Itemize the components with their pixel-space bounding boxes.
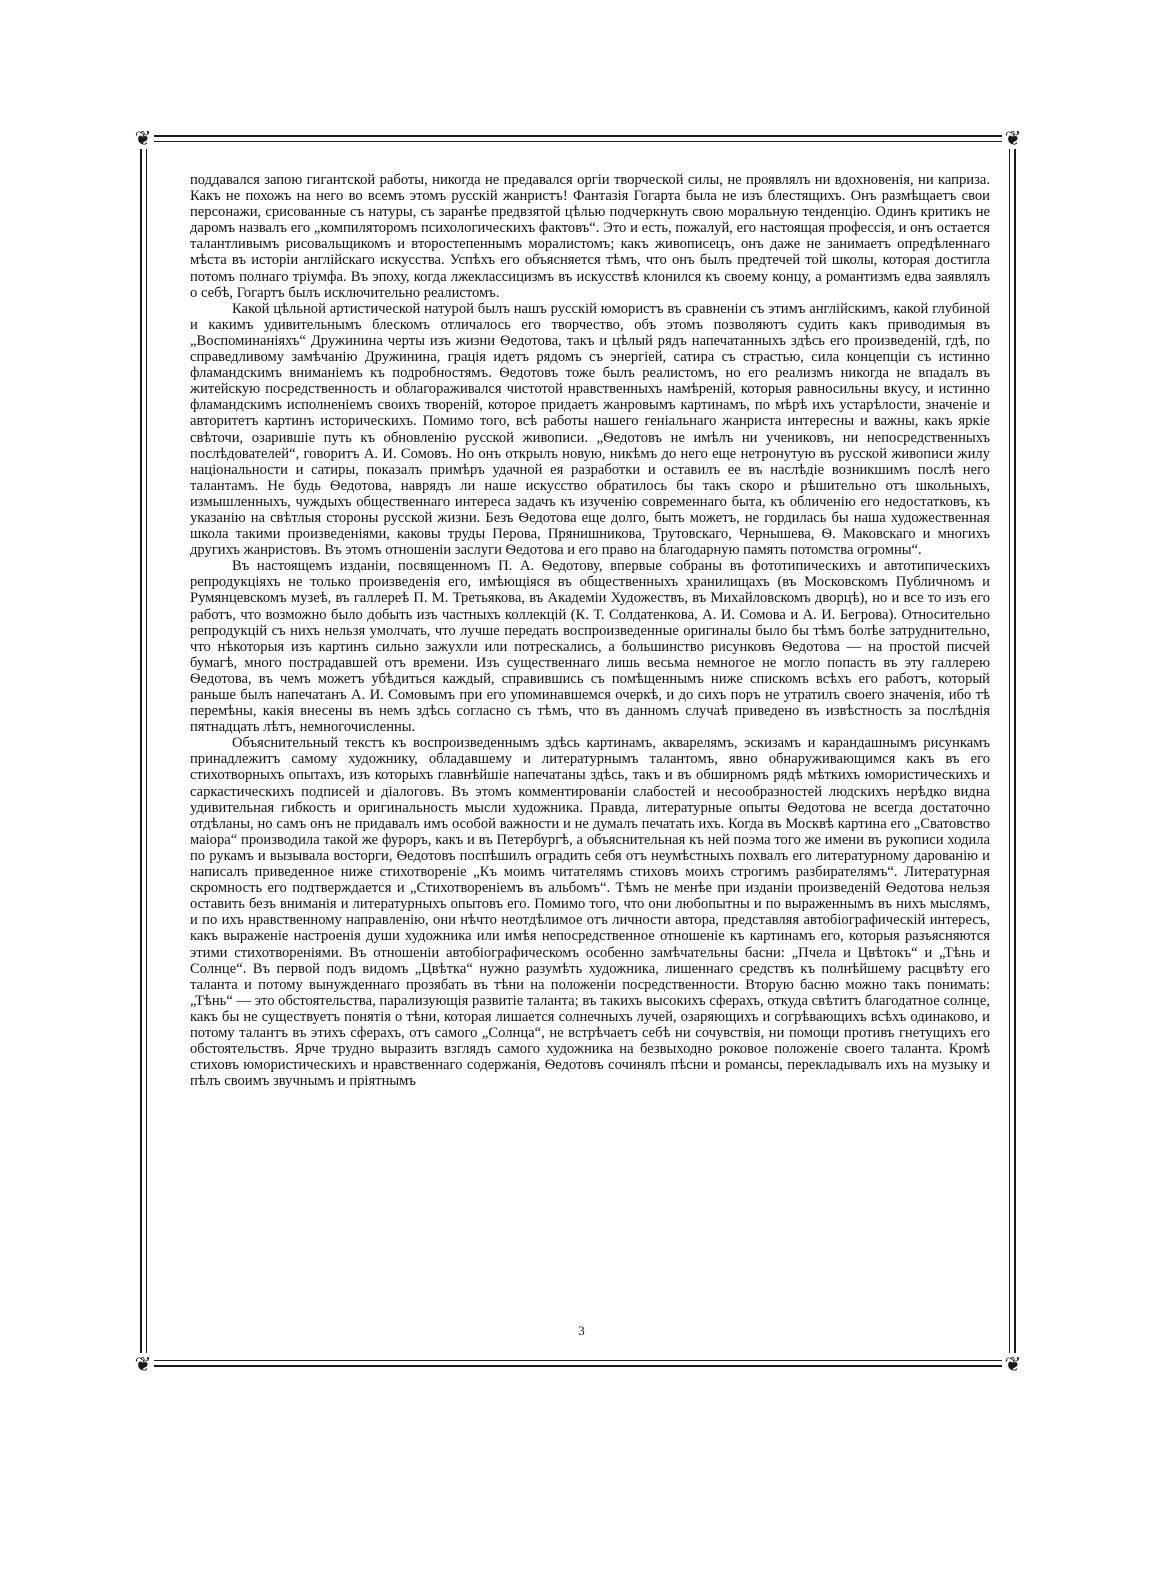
page-number: 3 <box>578 1323 585 1338</box>
paragraph-1: поддавался запою гигантской работы, никогда не предавался оргіи творческой силы, не проявлялъ ни вдохновенія, ни каприза. Какъ не похожъ на него во всемъ этомъ русскій жанристъ! Фантазія Гогарта была не изъ блестящихъ. Онъ размѣщаетъ свои персонажи, срисованные съ натуры, съ заранѣе предвзятой цѣлью подчеркнуть свою моральную тенденцію. Одинъ критикъ не даромъ назвалъ его „компиляторомъ психологическихъ фактовъ“. Это и есть, пожалуй, его настоящая профессія, и онъ остается талантливымъ рисовальщикомъ и второстепеннымъ моралистомъ; какъ живописецъ, онъ даже не занимаетъ опредѣленнаго мѣста въ исторіи англійскаго искусства. Успѣхъ его объясняется тѣмъ, что онъ былъ предтечей той школы, которая достигла потомъ полнаго тріумфа. Въ эпоху, когда лжеклассицизмъ въ искусствѣ клонился къ своему концу, а романтизмъ едва заявлялъ о себѣ, Гогартъ былъ исключительно реалистомъ. <box>190 172 990 301</box>
paragraph-3: Въ настоящемъ изданіи, посвященномъ П. А. Ѳедотову, впервые собраны въ фототипическихъ и автотипическихъ репродукціяхъ не только произведенія его, имѣющіяся въ общественныхъ хранилищахъ (въ Московскомъ Публичномъ и Румянцевскомъ музеѣ, въ галлереѣ П. М. Третьякова, въ Академіи Художествъ, въ Михайловскомъ дворцѣ), но и все то изъ его работъ, что возможно было добыть изъ частныхъ коллекцій (К. Т. Солдатенкова, А. И. Сомова и А. И. Бегрова). Относительно репродукцій съ нихъ нельзя умолчать, что лучше передать воспроизведенные оригиналы было бы тѣмъ болѣе затруднительно, что нѣкоторыя изъ картинъ сильно зажухли или потрескались, а большинство рисунковъ Ѳедотова — на простой писчей бумагѣ, много пострадавшей отъ времени. Изъ существеннаго лишь весьма немногое не могло попасть въ эту галлерею Ѳедотова, въ чемъ можетъ убѣдиться каждый, справившись съ помѣщеннымъ ниже спискомъ всѣхъ его работъ, который раньше былъ напечатанъ А. И. Сомовымъ при его упоминавшемся очеркѣ, и до сихъ поръ не утратилъ своего значенія, ибо тѣ перемѣны, какія внесены въ немъ здѣсь согласно съ тѣмъ, что въ данномъ случаѣ приведено въ извѣстность за послѣднія пятнадцать лѣтъ, немногочисленны. <box>190 558 990 736</box>
corner-ornament-bottom-left-icon: ❦ <box>132 1353 154 1375</box>
paragraph-2: Какой цѣльной артистической натурой былъ нашъ русскій юмористъ въ сравненіи съ этимъ англійскимъ, какой глубиной и какимъ удивительнымъ блескомъ отличалось его творчество, объ этомъ позволяютъ судить какъ приводимыя въ „Воспоминаніяхъ“ Дружинина черты изъ жизни Ѳедотова, такъ и цѣлый рядъ напечатанныхъ здѣсь его произведеній, гдѣ, по справедливому замѣчанію Дружинина, грація идетъ рядомъ съ энергіей, сатира съ страстью, сила концепціи съ истинно фламандскимъ вниманіемъ къ подробностямъ. Ѳедотовъ тоже былъ реалистомъ, но его реализмъ никогда не впадалъ въ житейскую посредственность и облагораживался чистотой нравственныхъ намѣреній, которыя равносильны вкусу, и истинно фламандскимъ исполненіемъ своихъ твореній, которое придаетъ жанровымъ картинамъ, по мѣрѣ ихъ устарѣлости, значеніе и авторитетъ картинъ историческихъ. Помимо того, всѣ работы нашего геніальнаго жанриста интересны и важны, какъ яркіе свѣточи, озарившіе путь къ обновленію русской живописи. „Ѳедотовъ не имѣлъ ни учениковъ, ни непосредственныхъ послѣдователей“, говоритъ А. И. Сомовъ. Но онъ открылъ новую, никѣмъ до него еще нетронутую въ русской живописи жилу національности и сатиры, показалъ примѣръ удачной ея разработки и оставилъ ее въ наслѣдіе возникшимъ послѣ него талантамъ. Не будь Ѳедотова, наврядъ ли наше искусство обратилось бы такъ скоро и рѣшительно отъ школьныхъ, измышленныхъ, чуждыхъ общественнаго интереса задачъ къ изученію современнаго быта, къ обличенію его недостатковъ, къ указанію на свѣтлыя стороны русской жизни. Безъ Ѳедотова еще долго, быть можетъ, не гордилась бы наша художественная школа такими произведеніями, каковы труды Перова, Прянишникова, Трутовскаго, Чернышева, Ѳ. Маковскаго и многихъ другихъ жанристовъ. Въ этомъ отношеніи заслуги Ѳедотова и его право на благодарную память потомства огромны“. <box>190 300 990 559</box>
corner-ornament-top-left-icon: ❦ <box>132 127 154 149</box>
paragraph-4: Объяснительный текстъ къ воспроизведеннымъ здѣсь картинамъ, акварелямъ, эскизамъ и карандашнымъ рисункамъ принадлежитъ самому художнику, обладавшему и литературнымъ талантомъ, явно обнаруживающимся какъ въ его стихотворныхъ опытахъ, изъ которыхъ главнѣйшіе напечатаны здѣсь, такъ и въ обширномъ рядѣ мѣткихъ юмористическихъ и саркастическихъ подписей и діалоговъ. Въ этомъ комментированіи слабостей и несообразностей людскихъ нерѣдко видна удивительная гибкость и оригинальность мысли художника. Правда, литературные опыты Ѳедотова не всегда достаточно отдѣланы, но самъ онъ не придавалъ имъ особой важности и не думалъ печатать ихъ. Когда въ Москвѣ картина его „Сватовство маіора“ производила такой же фуроръ, какъ и въ Петербургѣ, а объяснительная къ ней поэма того же имени въ рукописи ходила по рукамъ и вызывала восторги, Ѳедотовъ поспѣшилъ оградить себя отъ неумѣстныхъ похвалъ его литературному дарованію и написалъ приведенное ниже стихотвореніе „Къ моимъ читателямъ стиховъ моихъ строгимъ разбирателямъ“. Литературная скромность его подтверждается и „Стихотвореніемъ въ альбомъ“. Тѣмъ не менѣе при изданіи произведеній Ѳедотова нельзя оставить безъ вниманія и литературныхъ опытовъ его. Помимо того, что они любопытны и по выраженнымъ въ нихъ мыслямъ, и по ихъ нравственному направленію, они нѣчто неотдѣлимое отъ личности автора, представляя автобіографическій интересъ, какъ выраженіе настроенія души художника или имѣя непосредственное отношеніе къ картинамъ его, которыя разъясняются этими стихотвореніями. Въ отношеніи автобіографическомъ особенно замѣчательны басни: „Пчела и Цвѣтокъ“ и „Тѣнь и Солнце“. Въ первой подъ видомъ „Цвѣтка“ нужно разумѣть художника, лишеннаго средствъ къ полнѣйшему расцвѣту его таланта и потому вынужденнаго прозябать въ тѣни на положеніи посредственности. Вторую басню можно такъ понимать: „Тѣнь“ — это обстоятельства, парализующія развитіе таланта; въ такихъ высокихъ сферахъ, откуда свѣтитъ благодатное солнце, какъ бы не существуетъ понятія о тѣни, которая лишается солнечныхъ лучей, озаряющихъ и согрѣвающихъ всѣхъ одинаково, и потому талантъ въ этихъ сферахъ, отъ самого „Солнца“, не встрѣчаетъ себѣ ни сочувствія, ни помощи противъ гнетущихъ его обстоятельствъ. Ярче трудно выразить взглядъ самого художника на безвыходно роковое положеніе своего таланта. Кромѣ стиховъ юмористическихъ и нравственнаго содержанія, Ѳедотовъ сочинялъ пѣсни и романсы, перекладывалъ ихъ на музыку и пѣлъ своимъ звучнымъ и пріятнымъ <box>190 735 990 1090</box>
corner-ornament-top-right-icon: ❦ <box>1002 127 1024 149</box>
corner-ornament-bottom-right-icon: ❦ <box>1002 1353 1024 1375</box>
body-text <box>190 172 990 1089</box>
